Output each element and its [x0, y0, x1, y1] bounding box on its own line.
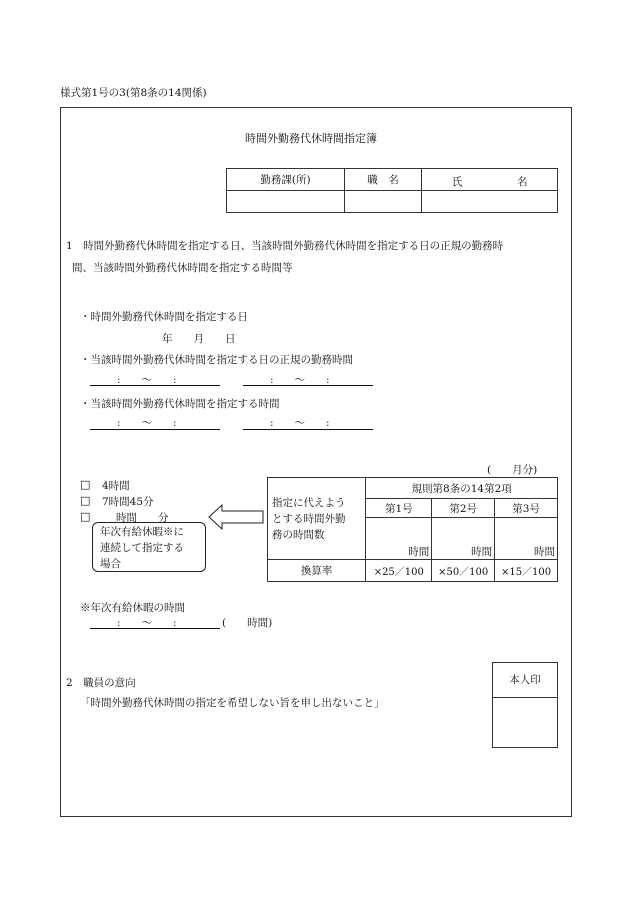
regular-hours-range-1[interactable]: : 〜 :	[117, 374, 177, 386]
annual-leave-hours[interactable]: ( 時間)	[222, 617, 273, 629]
rate-no2: ×50／100	[432, 560, 495, 582]
regular-hours-underline-1	[90, 385, 220, 386]
option-custom[interactable]: 時間 分	[116, 512, 169, 524]
hours-no2-cell[interactable]	[432, 518, 495, 560]
regular-hours-underline-2	[243, 385, 373, 386]
item-regular-hours: ・当該時間外勤務代休時間を指定する日の正規の勤務時間	[80, 354, 353, 366]
rule-group-header: 規則第8条の14第2項	[366, 478, 558, 499]
conversion-rate-label: 換算率	[268, 560, 366, 582]
personal-seal-box[interactable]	[492, 662, 558, 748]
hours-unit-1: 時間	[408, 546, 430, 558]
name-header-given: 名	[517, 176, 528, 188]
specified-time-range-2[interactable]: : 〜 :	[270, 417, 330, 429]
hours-label-line3: 務の時間数	[272, 528, 325, 541]
annual-leave-underline	[90, 628, 220, 629]
annual-leave-range[interactable]: : 〜 :	[117, 617, 177, 629]
form-title: 時間外勤務代休時間指定簿	[245, 132, 377, 145]
checkbox-4h[interactable]: □	[80, 478, 91, 491]
checkbox-custom[interactable]: □	[80, 510, 91, 523]
annual-leave-note: ※年次有給休暇の時間	[80, 602, 185, 614]
department-header: 勤務課(所)	[227, 169, 345, 191]
position-header: 職 名	[345, 169, 422, 191]
option-4h: 4時間	[102, 480, 130, 492]
section1-heading-line2: 間、当該時間外勤務代休時間を指定する時間等	[72, 262, 293, 274]
col-no3-header: 第3号	[495, 499, 558, 518]
specified-time-underline-1	[90, 429, 220, 430]
option-7h45m: 7時間45分	[102, 496, 154, 508]
col-no2-header: 第2号	[432, 499, 495, 518]
specified-time-underline-2	[243, 429, 373, 430]
month-unit[interactable]: ( 月分)	[487, 464, 538, 476]
bracket-text-line3: 場合	[100, 558, 121, 570]
specified-time-range-1[interactable]: : 〜 :	[117, 417, 177, 429]
department-cell[interactable]	[227, 191, 345, 213]
col-no1-header: 第1号	[366, 499, 432, 518]
item-specified-day: ・時間外勤務代休時間を指定する日	[80, 311, 248, 323]
personal-seal-label: 本人印	[493, 663, 557, 698]
hours-unit-2: 時間	[471, 546, 493, 558]
hours-label-cell	[268, 478, 366, 560]
hours-unit-3: 時間	[534, 546, 555, 558]
bracket-text-line2: 連続して指定する	[100, 542, 184, 554]
hours-no3-cell[interactable]	[495, 518, 558, 560]
section1-heading-line1: 1 時間外勤務代休時間を指定する日、当該時間外勤務代休時間を指定する日の正規の勤務時	[66, 240, 504, 252]
arrow-left-icon	[208, 504, 264, 530]
date-field[interactable]: 年 月 日	[162, 333, 236, 345]
item-specified-time: ・当該時間外勤務代休時間を指定する時間	[80, 398, 280, 410]
name-header-surname: 氏	[452, 176, 463, 188]
hours-label-line1: 指定に代えよう	[272, 496, 346, 509]
bracket-text-line1: 年次有給休暇※に	[100, 526, 184, 538]
regular-hours-range-2[interactable]: : 〜 :	[270, 374, 330, 386]
checkbox-7h45m[interactable]: □	[80, 494, 91, 507]
name-header	[422, 169, 558, 191]
conversion-rate-table	[267, 477, 558, 582]
rate-no3: ×15／100	[495, 560, 558, 582]
section2-heading: 2 職員の意向	[66, 677, 136, 689]
form-number: 様式第1号の3(第8条の14関係)	[60, 87, 207, 99]
position-cell[interactable]	[345, 191, 422, 213]
employee-intent-statement: 「時間外勤務代休時間の指定を希望しない旨を申し出ないこと」	[80, 697, 385, 709]
name-cell[interactable]	[422, 191, 558, 213]
hours-no1-cell[interactable]	[366, 518, 432, 560]
hours-label-line2: とする時間外勤	[272, 512, 346, 525]
rate-no1: ×25／100	[366, 560, 432, 582]
employee-info-table	[226, 168, 558, 213]
